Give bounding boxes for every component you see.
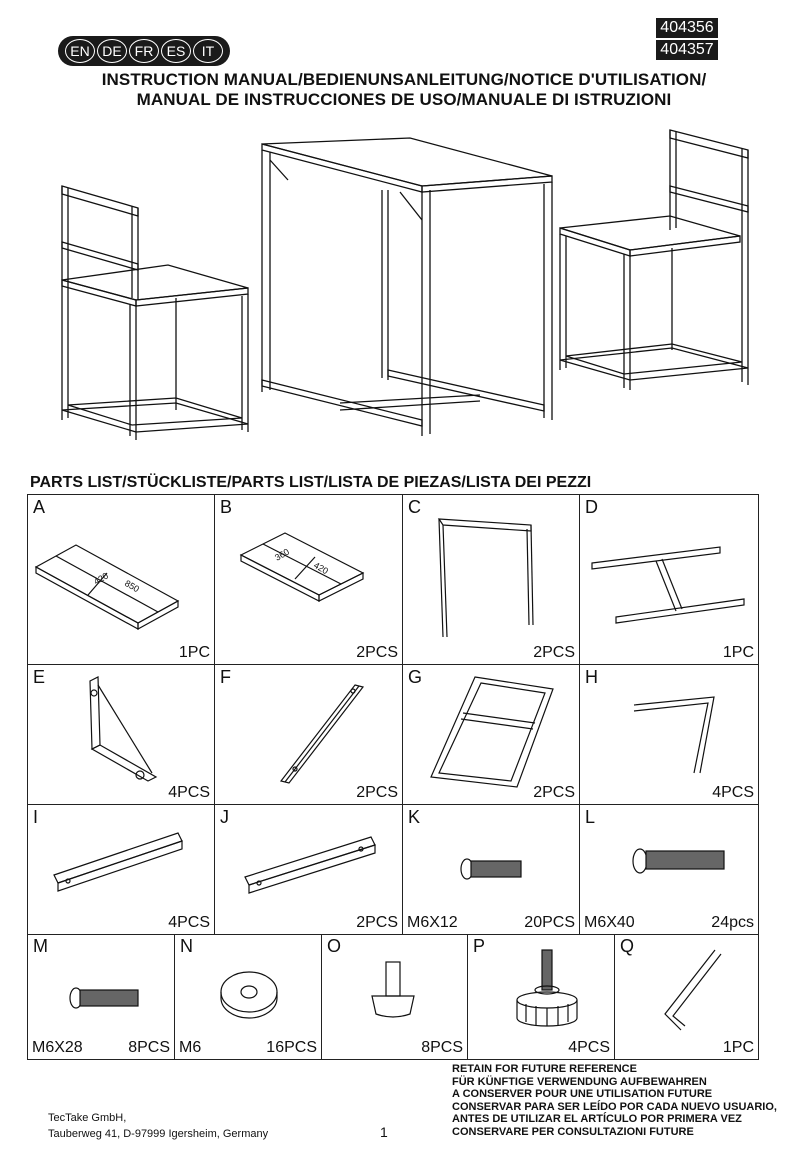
part-d-qty: 1PC <box>722 644 754 661</box>
part-q-qty: 1PC <box>722 1039 754 1056</box>
part-e <box>28 665 215 805</box>
part-n-size: M6 <box>179 1039 202 1056</box>
part-n-qty: 16PCS <box>266 1039 317 1056</box>
part-f <box>215 665 403 805</box>
retain-line-es-1: CONSERVAR PARA SER LEÍDO POR CADA NUEVO USUARIO, <box>452 1100 777 1113</box>
panel-a-dim2: 850 <box>123 578 142 595</box>
retain-line-de: FÜR KÜNFTIGE VERWENDUNG AUFBEWAHREN <box>452 1075 707 1088</box>
left-chair-drawing <box>62 186 248 440</box>
parts-list-title: PARTS LIST/STÜCKLISTE/PARTS LIST/LISTA DE PIEZAS/LISTA DEI PEZZI <box>30 474 592 491</box>
lang-en: EN <box>65 39 95 63</box>
panel-a-dim1: 420 <box>92 570 111 587</box>
page-title-line1: INSTRUCTION MANUAL/BEDIENUNSANLEITUNG/NOTICE D'UTILISATION/ <box>101 70 707 89</box>
part-k-size: M6X12 <box>407 914 458 931</box>
part-l-letter: L <box>585 807 596 827</box>
panel-b-dim1: 360 <box>273 546 292 563</box>
article-number-2: 404357 <box>656 40 718 60</box>
article-number-1: 404356 <box>656 18 718 38</box>
part-q <box>615 934 759 1060</box>
lang-es: ES <box>161 39 191 63</box>
part-n <box>175 934 322 1060</box>
part-d <box>580 495 759 665</box>
page-title-line2: MANUAL DE INSTRUCCIONES DE USO/MANUALE DI ISTRUZIONI <box>136 90 672 109</box>
chair-frame-c-icon <box>403 495 580 665</box>
part-l-qty: 24pcs <box>711 914 754 931</box>
part-d-letter: D <box>585 497 598 517</box>
lang-de: DE <box>97 39 127 63</box>
parts-grid-lower <box>27 934 759 1060</box>
part-b-letter: B <box>220 497 233 517</box>
part-e-letter: E <box>33 667 46 687</box>
part-q-letter: Q <box>620 936 635 956</box>
table-drawing <box>262 138 552 436</box>
panel-b-dim2: 420 <box>312 560 331 577</box>
part-i <box>28 805 215 935</box>
part-a-qty: 1PC <box>178 644 210 661</box>
company-name: TecTake GmbH, <box>48 1112 127 1124</box>
part-h <box>580 665 759 805</box>
part-p-qty: 4PCS <box>568 1039 610 1056</box>
part-k-qty: 20PCS <box>524 914 575 931</box>
panel-a-icon <box>28 495 215 665</box>
retain-line-es-2: ANTES DE UTILIZAR EL ARTÍCULO POR PRIMERA VEZ <box>452 1113 742 1125</box>
part-c-qty: 2PCS <box>533 644 575 661</box>
page-number: 1 <box>380 1124 388 1140</box>
retain-notice <box>452 1063 777 1138</box>
language-selector <box>58 36 230 66</box>
part-o-letter: O <box>327 936 342 956</box>
part-l <box>580 805 759 935</box>
part-k-letter: K <box>408 807 421 827</box>
part-m-qty: 8PCS <box>128 1039 170 1056</box>
part-i-qty: 4PCS <box>168 914 210 931</box>
part-a-letter: A <box>33 497 46 517</box>
parts-grid-upper <box>27 494 759 935</box>
part-f-letter: F <box>220 667 231 687</box>
part-m <box>28 934 175 1060</box>
part-m-letter: M <box>33 936 48 956</box>
part-p <box>468 934 615 1060</box>
lang-fr: FR <box>129 39 159 63</box>
retain-line-fr: A CONSERVER POUR UNE UTILISATION FUTURE <box>452 1088 713 1100</box>
part-b-qty: 2PCS <box>356 644 398 661</box>
panel-b-icon <box>215 495 403 665</box>
part-h-qty: 4PCS <box>712 784 754 801</box>
part-g-qty: 2PCS <box>533 784 575 801</box>
part-f-qty: 2PCS <box>356 784 398 801</box>
part-g-letter: G <box>408 667 423 687</box>
part-h-letter: H <box>585 667 598 687</box>
retain-line-en: RETAIN FOR FUTURE REFERENCE <box>452 1063 637 1075</box>
part-c-letter: C <box>408 497 421 517</box>
part-c <box>403 495 580 665</box>
assembled-furniture-illustration <box>40 120 770 450</box>
part-l-size: M6X40 <box>584 914 635 931</box>
part-p-letter: P <box>473 936 486 956</box>
company-address <box>48 1110 268 1142</box>
part-k <box>403 805 580 935</box>
part-e-qty: 4PCS <box>168 784 210 801</box>
part-o <box>322 934 468 1060</box>
company-street: Tauberweg 41, D-97999 Igersheim, Germany <box>48 1128 269 1140</box>
part-o-qty: 8PCS <box>421 1039 463 1056</box>
part-m-size: M6X28 <box>32 1039 83 1056</box>
part-j-letter: J <box>220 807 229 827</box>
part-j <box>215 805 403 935</box>
part-b <box>215 495 403 665</box>
retain-line-it: CONSERVARE PER CONSULTAZIONI FUTURE <box>452 1125 694 1138</box>
part-j-qty: 2PCS <box>356 914 398 931</box>
part-i-letter: I <box>33 807 39 827</box>
part-g <box>403 665 580 805</box>
lang-it: IT <box>193 39 223 63</box>
part-a <box>28 495 215 665</box>
crossbar-d-icon <box>580 495 759 665</box>
part-n-letter: N <box>180 936 193 956</box>
right-chair-drawing <box>560 130 748 390</box>
